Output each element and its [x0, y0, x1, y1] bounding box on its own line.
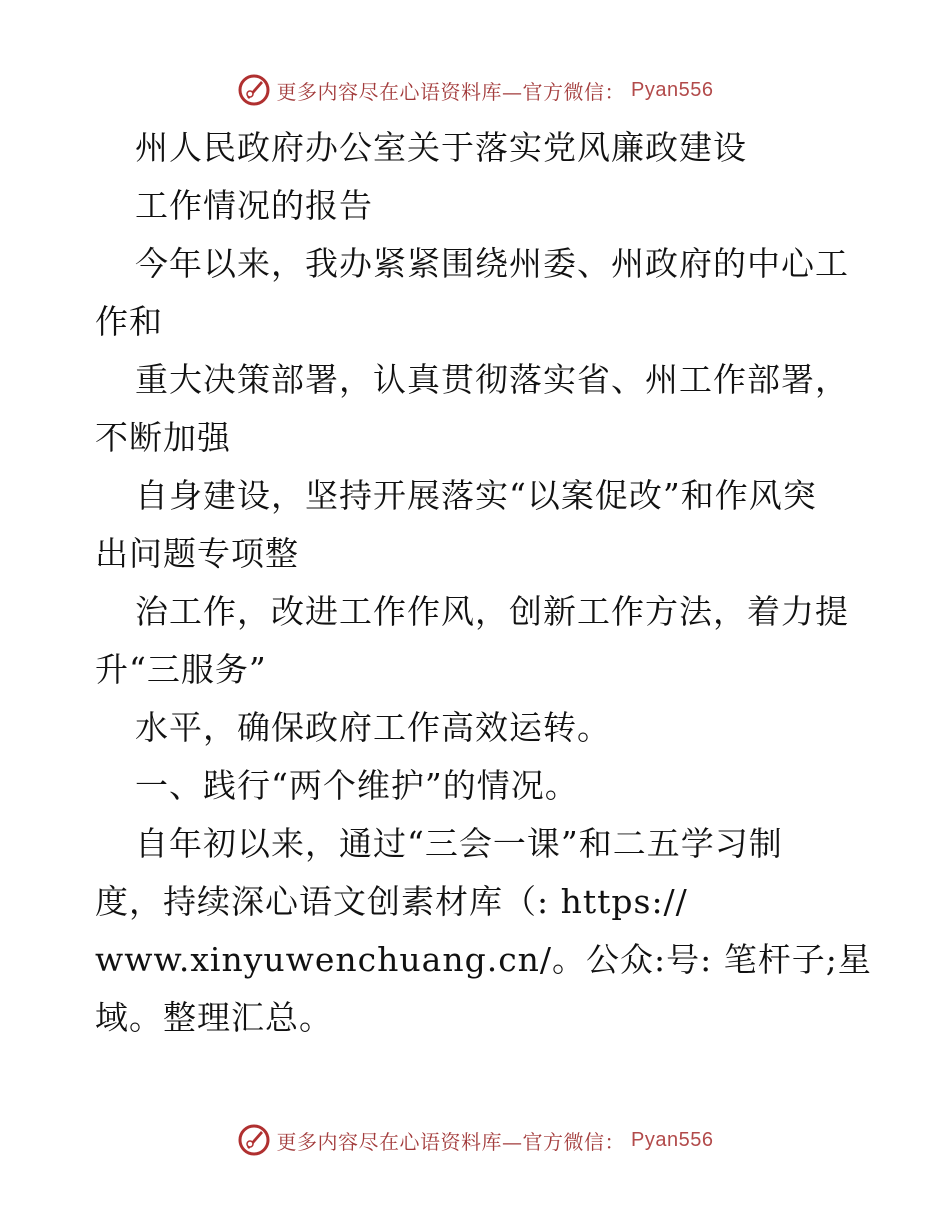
document-title-line-1: 州人民政府办公室关于落实党风廉政建设: [135, 128, 747, 167]
section-heading: 一、践行“两个维护”的情况。: [135, 766, 579, 805]
paragraph-line: 今年以来，我办紧紧围绕州委、州政府的中心工: [135, 244, 849, 283]
paragraph-line: 升“三服务”: [95, 650, 267, 689]
header-banner: [0, 70, 950, 110]
banner-wechat-id: Pyan556: [631, 1128, 714, 1151]
paragraph-line: 度，持续深心语文创素材库（: https://: [95, 882, 688, 921]
quill-seal-icon: [237, 73, 271, 107]
paragraph-line: 治工作，改进工作作风，创新工作方法，着力提: [135, 592, 849, 631]
paragraph-line: 水平，确保政府工作高效运转。: [135, 708, 611, 747]
paragraph-line: 作和: [95, 302, 163, 341]
footer-banner: [0, 1120, 950, 1160]
paragraph-line: 不断加强: [95, 418, 231, 457]
document-body: [95, 119, 872, 1047]
paragraph-line: www.xinyuwenchuang.cn/。公众:号: 笔杆子;星: [95, 940, 872, 979]
paragraph-line: 出问题专项整: [95, 534, 299, 573]
document-title-line-2: 工作情况的报告: [135, 186, 373, 225]
paragraph-line: 重大决策部署，认真贯彻落实省、州工作部署，: [135, 360, 849, 399]
banner-text: 更多内容尽在心语资料库—官方微信：: [276, 1129, 626, 1154]
paragraph-line: 自身建设，坚持开展落实“以案促改”和作风突: [135, 476, 817, 515]
banner-wechat-id: Pyan556: [631, 78, 714, 101]
banner-text: 更多内容尽在心语资料库—官方微信：: [276, 79, 626, 104]
paragraph-line: 自年初以来，通过“三会一课”和二五学习制: [135, 824, 783, 863]
quill-seal-icon: [237, 1123, 271, 1157]
paragraph-line: 域。整理汇总。: [95, 998, 333, 1037]
